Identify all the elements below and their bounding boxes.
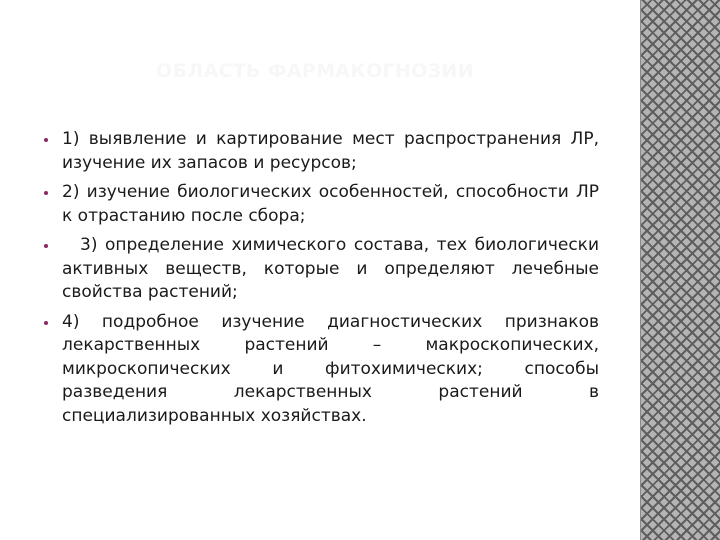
bullet-item-4 bbox=[44, 311, 599, 429]
slide-title: ОБЛАСТЬ ФАРМАКОГНОЗИИ bbox=[156, 60, 474, 82]
bullet-text: 2) изучение биологических особенностей, способности ЛР к отрастанию после сбора; bbox=[62, 182, 599, 226]
bullet-dot-icon bbox=[44, 138, 48, 142]
bullet-text: 1) выявление и картирование мест распространения ЛР, изучение их запасов и ресурсов; bbox=[62, 129, 599, 173]
bullet-item-2 bbox=[44, 181, 599, 228]
bullet-text: 3) определение химического состава, тех биологически активных веществ, которые и определяют лечебные свойства растений; bbox=[62, 235, 599, 302]
bullet-dot-icon bbox=[44, 244, 48, 248]
bullet-dot-icon bbox=[44, 321, 48, 325]
bullet-list bbox=[44, 128, 599, 434]
bullet-dot-icon bbox=[44, 191, 48, 195]
bullet-text: 4) подробное изучение диагностических признаков лекарственных растений – макроскопических, микроскопических и фитохимических; способы разведения лекарственных растений в специализированных хозяйствах. bbox=[62, 311, 599, 426]
bullet-item-3 bbox=[44, 234, 599, 305]
bullet-item-1 bbox=[44, 128, 599, 175]
decorative-pattern-panel bbox=[640, 0, 720, 540]
